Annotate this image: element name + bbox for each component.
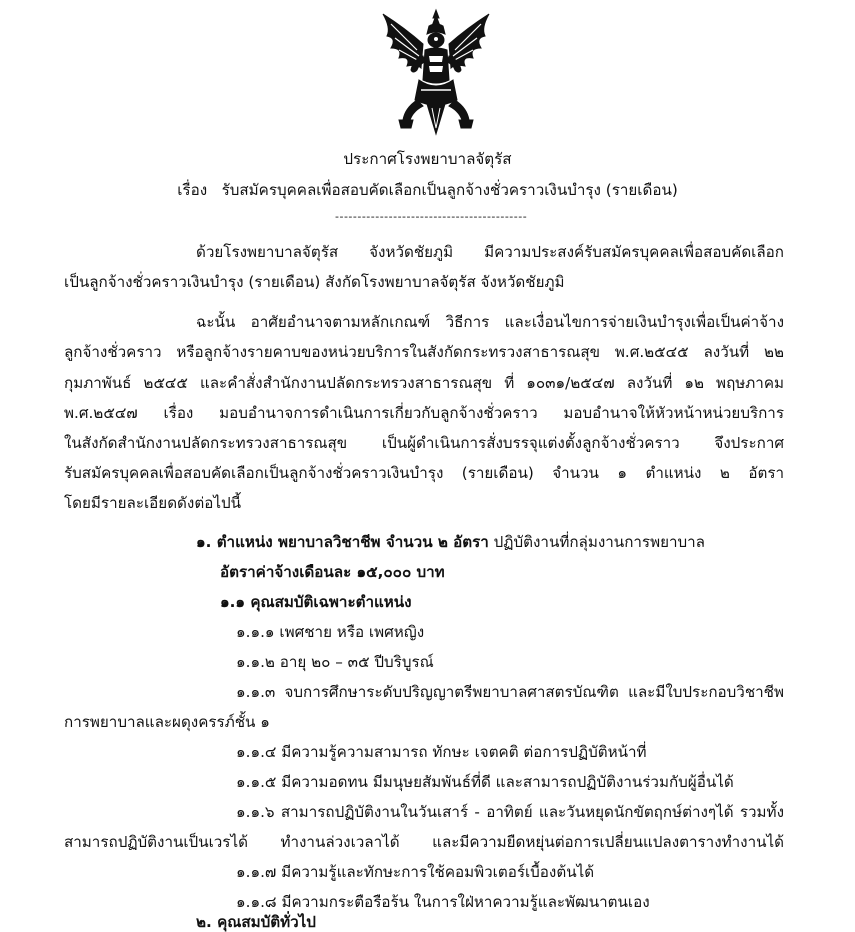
announcement-subject bbox=[0, 180, 855, 200]
header-divider: ------------------------------------------- bbox=[335, 210, 528, 223]
general-heading: ๒. คุณสมบัติทั่วไป bbox=[196, 913, 316, 931]
authority-line-3: กุมภาพันธ์ ๒๕๔๕ และคำสั่งสำนักงานปลัดกระทรวงสาธารณสุข ที่ ๑๐๓๑/๒๕๔๗ ลงวันที่ ๑๒ พฤษภาคม bbox=[64, 374, 784, 392]
qualification-8: ๑.๑.๘ มีความกระตือรือร้น ในการใฝ่หาความรู้และพัฒนาตนเอง bbox=[236, 893, 650, 911]
authority-line-4: พ.ศ.๒๕๔๗ เรื่อง มอบอำนาจการดำเนินการเกี่ยวกับลูกจ้างชั่วคราว มอบอำนาจให้หัวหน้าหน่วยบริการ bbox=[64, 404, 784, 422]
authority-line-7: โดยมีรายละเอียดดังต่อไปนี้ bbox=[64, 494, 241, 512]
position-heading-rest: ปฏิบัติงานที่กลุ่มงานการพยาบาล bbox=[488, 533, 705, 551]
qualification-3a: ๑.๑.๓ จบการศึกษาระดับปริญญาตรีพยาบาลศาสตรบัณฑิต และมีใบประกอบวิชาชีพ bbox=[236, 683, 784, 701]
qualification-6b: สามารถปฏิบัติงานเป็นเวรได้ ทำงานล่วงเวลาได้ และมีความยืดหยุ่นต่อการเปลี่ยนแปลงตารางทำงานได้ bbox=[64, 833, 784, 851]
intro-line-2: เป็นลูกจ้างชั่วคราวเงินบำรุง (รายเดือน) สังกัดโรงพยาบาลจัตุรัส จังหวัดชัยภูมิ bbox=[64, 273, 565, 291]
authority-line-5: ในสังกัดสำนักงานปลัดกระทรวงสาธารณสุข เป็นผู้ดำเนินการสั่งบรรจุแต่งตั้งลูกจ้างชั่วคราว จึงประกาศ bbox=[64, 434, 784, 452]
qualification-7: ๑.๑.๗ มีความรู้และทักษะการใช้คอมพิวเตอร์เบื้องต้นได้ bbox=[236, 863, 595, 881]
qualification-heading: ๑.๑ คุณสมบัติเฉพาะตำแหน่ง bbox=[220, 593, 412, 611]
subject-text: รับสมัครบุคคลเพื่อสอบคัดเลือกเป็นลูกจ้างชั่วคราวเงินบำรุง (รายเดือน) bbox=[221, 181, 678, 199]
qualification-6a: ๑.๑.๖ สามารถปฏิบัติงานในวันเสาร์ - อาทิตย์ และวันหยุดนักขัตฤกษ์ต่างๆได้ รวมทั้ง bbox=[236, 803, 784, 821]
garuda-emblem-icon bbox=[377, 8, 495, 138]
qualification-5: ๑.๑.๕ มีความอดทน มีมนุษยสัมพันธ์ที่ดี และสามารถปฏิบัติงานร่วมกับผู้อื่นได้ bbox=[236, 773, 734, 791]
qualification-1: ๑.๑.๑ เพศชาย หรือ เพศหญิง bbox=[236, 623, 425, 641]
subject-label: เรื่อง bbox=[177, 181, 208, 199]
position-heading bbox=[196, 532, 705, 552]
authority-line-6: รับสมัครบุคคลเพื่อสอบคัดเลือกเป็นลูกจ้างชั่วคราวเงินบำรุง (รายเดือน) จำนวน ๑ ตำแหน่ง ๒ อัตรา bbox=[64, 464, 784, 482]
position-heading-bold: ๑. ตำแหน่ง พยาบาลวิชาชีพ จำนวน ๒ อัตรา bbox=[196, 533, 489, 551]
authority-line-2: ลูกจ้างชั่วคราว หรือลูกจ้างรายคาบของหน่วยบริการในสังกัดกระทรวงสาธารณสุข พ.ศ.๒๕๔๕ ลงวันที่ ๒๒ bbox=[64, 343, 784, 361]
salary-line: อัตราค่าจ้างเดือนละ ๑๕,๐๐๐ บาท bbox=[220, 563, 445, 581]
qualification-3b: การพยาบาลและผดุงครรภ์ชั้น ๑ bbox=[64, 713, 270, 731]
authority-line-1: ฉะนั้น อาศัยอำนาจตามหลักเกณฑ์ วิธีการ และเงื่อนไขการจ่ายเงินบำรุงเพื่อเป็นค่าจ้าง bbox=[196, 313, 784, 331]
intro-line-1: ด้วยโรงพยาบาลจัตุรัส จังหวัดชัยภูมิ มีความประสงค์รับสมัครบุคคลเพื่อสอบคัดเลือก bbox=[196, 243, 784, 261]
qualification-4: ๑.๑.๔ มีความรู้ความสามารถ ทักษะ เจตคติ ต่อการปฏิบัติหน้าที่ bbox=[236, 743, 647, 761]
qualification-2: ๑.๑.๒ อายุ ๒๐ – ๓๕ ปีบริบูรณ์ bbox=[236, 653, 434, 671]
announcement-title: ประกาศโรงพยาบาลจัตุรัส bbox=[343, 150, 512, 168]
